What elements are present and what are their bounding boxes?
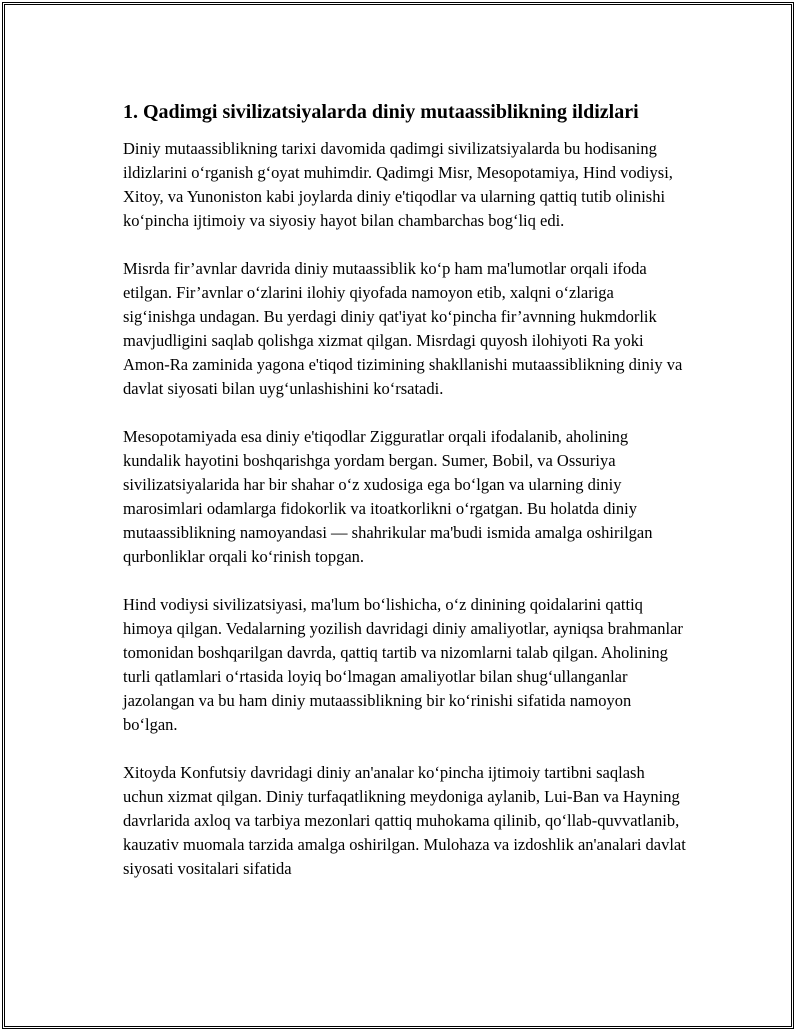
document-body [123,99,689,905]
paragraph-2: Misrda fir’avnlar davrida diniy mutaassiblik koʻp ham ma'lumotlar orqali ifoda etilgan. Fir’avnlar oʻzlarini ilohiy qiyofada namoyon etib, xalqni oʻzlariga sigʻinishga undagan. Bu yerdagi diniy qat'iyat koʻpincha fir’avnning hukmdorlik mavjudligini saqlab qolishga xizmat qilgan. Misrdagi quyosh ilohiyoti Ra yoki Amon-Ra zaminida yagona e'tiqod tizimining shakllanishi mutaassiblikning diniy va davlat siyosati bilan uygʻunlashishini koʻrsatadi. [123,259,683,398]
section-heading: 1. Qadimgi sivilizatsiyalarda diniy mutaassiblikning ildizlari [123,101,639,123]
paragraph-4: Hind vodiysi sivilizatsiyasi, ma'lum boʻlishicha, oʻz dinining qoidalarini qattiq himoya qilgan. Vedalarning yozilish davridagi diniy amaliyotlar, ayniqsa brahmanlar tomonidan boshqarilgan davrda, qattiq tartib va nizomlarni talab qilgan. Aholining turli qatlamlari oʻrtasida loyiq boʻlmagan amaliyotlar bilan shugʻullanganlar jazolangan va bu ham diniy mutaassiblikning bir koʻrinishi sifatida namoyon boʻlgan. [123,595,683,734]
page-frame [2,2,794,1029]
paragraph-1: Diniy mutaassiblikning tarixi davomida qadimgi sivilizatsiyalarda bu hodisaning ildizlarini oʻrganish gʻoyat muhimdir. Qadimgi Misr, Mesopotamiya, Hind vodiysi, Xitoy, va Yunoniston kabi joylarda diniy e'tiqodlar va ularning qattiq tutib olinishi koʻpincha ijtimoiy va siyosiy hayot bilan chambarchas bogʻliq edi. [123,139,673,230]
paragraph-5: Xitoyda Konfutsiy davridagi diniy an'analar koʻpincha ijtimoiy tartibni saqlash uchun xizmat qilgan. Diniy turfaqatlikning meydoniga aylanib, Lui-Ban va Hayning davrlarida axloq va tarbiya mezonlari qattiq muhokama qilinib, qoʻllab-quvvatlanib, kauzativ muomala tarzida amalga oshirilgan. Mulohaza va izdoshlik an'analari davlat siyosati vositalari sifatida [123,763,686,878]
paragraph-3: Mesopotamiyada esa diniy e'tiqodlar Zigguratlar orqali ifodalanib, aholining kundalik hayotini boshqarishga yordam bergan. Sumer, Bobil, va Ossuriya sivilizatsiyalarida har bir shahar oʻz xudosiga ega boʻlgan va ularning diniy marosimlari odamlarga fidokorlik va itoatkorlikni oʻrgatgan. Bu holatda diniy mutaassiblikning namoyandasi — shahrikular ma'budi ismida amalga oshirilgan qurbonliklar orqali koʻrinish topgan. [123,427,653,566]
